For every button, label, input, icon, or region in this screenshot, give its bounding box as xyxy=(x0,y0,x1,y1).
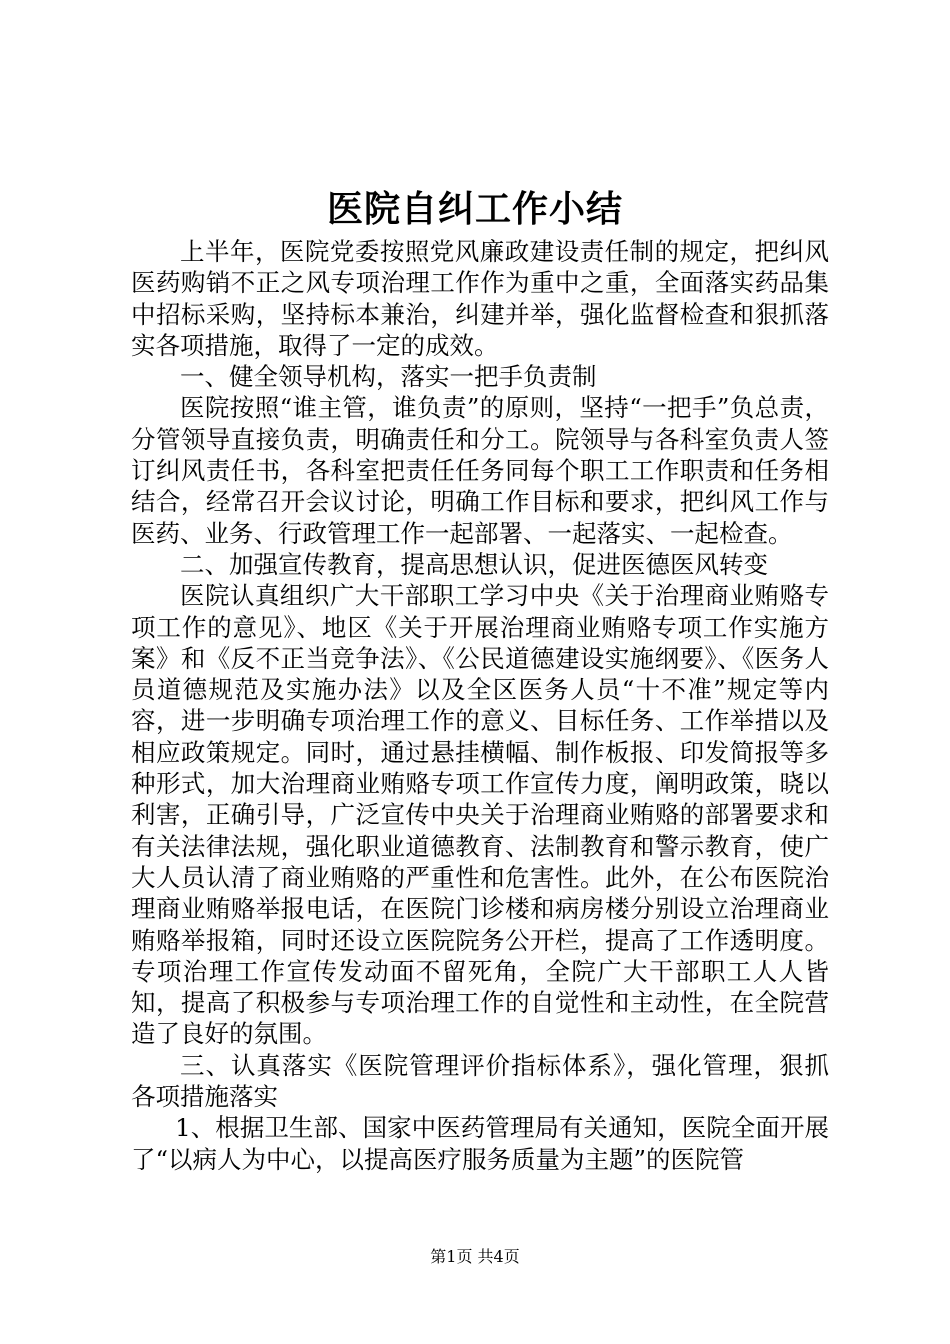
paragraph-intro: 上半年，医院党委按照党风廉政建设责任制的规定，把纠风医药购销不正之风专项治理工作作为重中之重，全面落实药品集中招标采购，坚持标本兼治，纠建并举，强化监督检查和狠抓落实各项措施，取得了一定的成效。 xyxy=(131,237,829,360)
section-heading-3: 三、认真落实《医院管理评价指标体系》，强化管理，狠抓各项措施落实 xyxy=(131,1050,829,1112)
document-title: 医院自纠工作小结 xyxy=(326,188,623,230)
paragraph-section-2: 医院认真组织广大干部职工学习中央《关于治理商业贿赂专项工作的意见》、地区《关于开展治理商业贿赂专项工作实施方案》和《反不正当竞争法》、《公民道德建设实施纲要》、《医务人员道德规范及实施办法》以及全区医务人员“十不准”规定等内容，进一步明确专项治理工作的意义、目标任务、工作举措以及相应政策规定。同时，通过悬挂横幅、制作板报、印发简报等多种形式，加大治理商业贿赂专项工作宣传力度，阐明政策，晓以利害，正确引导，广泛宣传中央关于治理商业贿赂的部署要求和有关法律法规，强化职业道德教育、法制教育和警示教育，使广大人员认清了商业贿赂的严重性和危害性。此外，在公布医院治理商业贿赂举报电话，在医院门诊楼和病房楼分别设立治理商业贿赂举报箱，同时还设立医院院务公开栏，提高了工作透明度。专项治理工作宣传发动面不留死角，全院广大干部职工人人皆知，提高了积极参与专项治理工作的自觉性和主动性，在全院营造了良好的氛围。 xyxy=(131,581,829,1049)
paragraph-item-1: 1、根据卫生部、国家中医药管理局有关通知，医院全面开展了“以病人为中心，以提高医疗服务质量为主题”的医院管 xyxy=(131,1113,829,1174)
page-number: 第1页 共4页 xyxy=(430,1247,520,1266)
paragraph-section-1: 医院按照“谁主管，谁负责”的原则，坚持“一把手”负总责，分管领导直接负责，明确责任和分工。院领导与各科室负责人签订纠风责任书，各科室把责任任务同每个职工工作职责和任务相结合，经常召开会议讨论，明确工作目标和要求，把纠风工作与医药、业务、行政管理工作一起部署、一起落实、一起检查。 xyxy=(131,393,829,548)
section-heading-2: 二、加强宣传教育，提高思想认识，促进医德医风转变 xyxy=(180,549,768,579)
section-heading-1: 一、健全领导机构，落实一把手负责制 xyxy=(180,362,597,392)
document-body xyxy=(131,236,829,1175)
